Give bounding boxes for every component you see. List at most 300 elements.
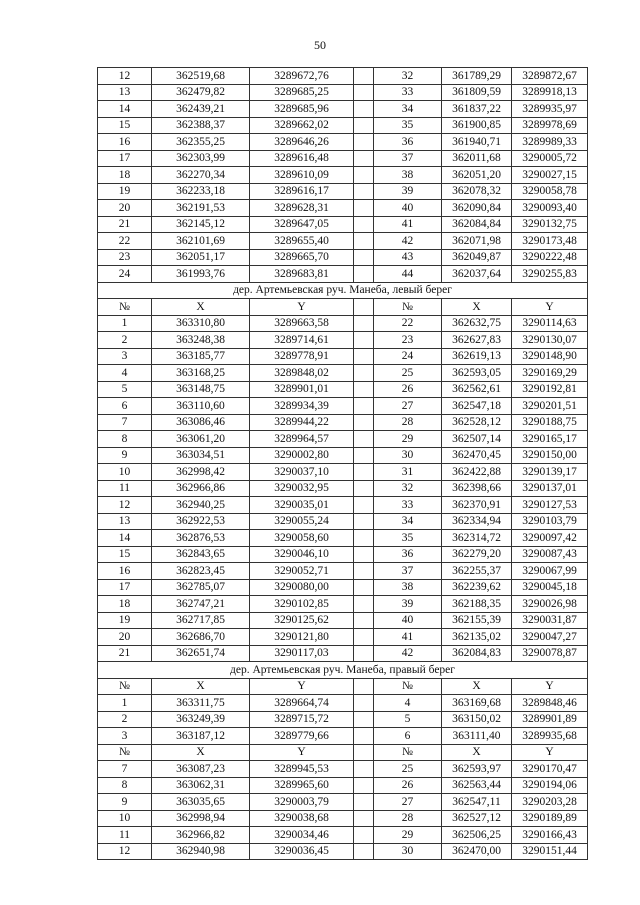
x-coordinate-cell: 363087,23 [152, 761, 250, 778]
x-coordinate-cell: 362422,88 [442, 464, 512, 481]
section-title: дер. Артемьевская руч. Манеба, левый берег [98, 282, 588, 299]
point-number-cell: 27 [374, 794, 442, 811]
point-number-cell: 13 [98, 84, 152, 101]
point-number-cell: 11 [98, 827, 152, 844]
y-coordinate-cell: 3289664,74 [250, 695, 354, 712]
point-number-cell: 36 [374, 546, 442, 563]
y-coordinate-cell: 3289918,13 [512, 84, 588, 101]
x-coordinate-cell: X [152, 678, 250, 695]
spacer-cell [354, 299, 374, 316]
x-coordinate-cell: 363148,75 [152, 381, 250, 398]
x-coordinate-cell: 362279,20 [442, 546, 512, 563]
table-row [98, 183, 588, 200]
x-coordinate-cell: 362101,69 [152, 233, 250, 250]
y-coordinate-cell: 3290055,24 [250, 513, 354, 530]
point-number-cell: 24 [98, 266, 152, 283]
x-coordinate-cell: 363168,25 [152, 365, 250, 382]
spacer-cell [354, 678, 374, 695]
table-row [98, 315, 588, 332]
x-coordinate-cell: 362303,99 [152, 150, 250, 167]
point-number-cell: 27 [374, 398, 442, 415]
table-row [98, 497, 588, 514]
y-coordinate-cell: 3289714,61 [250, 332, 354, 349]
spacer-cell [354, 695, 374, 712]
y-coordinate-cell: 3290121,80 [250, 629, 354, 646]
y-coordinate-cell: 3290103,79 [512, 513, 588, 530]
y-coordinate-cell: 3289655,40 [250, 233, 354, 250]
spacer-cell [354, 612, 374, 629]
y-coordinate-cell: 3289901,01 [250, 381, 354, 398]
y-coordinate-cell: 3289663,58 [250, 315, 354, 332]
y-coordinate-cell: 3289779,66 [250, 728, 354, 745]
x-coordinate-cell: 361993,76 [152, 266, 250, 283]
y-coordinate-cell: 3290036,45 [250, 843, 354, 860]
spacer-cell [354, 563, 374, 580]
table-row [98, 216, 588, 233]
y-coordinate-cell: 3289672,76 [250, 68, 354, 85]
table-row [98, 612, 588, 629]
x-coordinate-cell: 362823,45 [152, 563, 250, 580]
point-number-cell: 22 [374, 315, 442, 332]
x-coordinate-cell: 362071,98 [442, 233, 512, 250]
y-coordinate-cell: 3290166,43 [512, 827, 588, 844]
point-number-cell: 9 [98, 794, 152, 811]
point-number-cell: 32 [374, 480, 442, 497]
y-coordinate-cell: 3289662,02 [250, 117, 354, 134]
y-coordinate-cell: 3290035,01 [250, 497, 354, 514]
spacer-cell [354, 167, 374, 184]
point-number-cell: 14 [98, 530, 152, 547]
spacer-cell [354, 332, 374, 349]
table-row [98, 167, 588, 184]
point-number-cell: 40 [374, 612, 442, 629]
x-coordinate-cell: 362593,05 [442, 365, 512, 382]
point-number-cell: 35 [374, 117, 442, 134]
point-number-cell: 12 [98, 843, 152, 860]
x-coordinate-cell: 362922,53 [152, 513, 250, 530]
point-number-cell: 17 [98, 150, 152, 167]
y-coordinate-cell: 3290087,43 [512, 546, 588, 563]
point-number-cell: 9 [98, 447, 152, 464]
table-row [98, 381, 588, 398]
point-number-cell: 20 [98, 200, 152, 217]
point-number-cell: № [98, 744, 152, 761]
point-number-cell: 25 [374, 365, 442, 382]
point-number-cell: 21 [98, 645, 152, 662]
y-coordinate-cell: 3290137,01 [512, 480, 588, 497]
y-coordinate-cell: 3290038,68 [250, 810, 354, 827]
x-coordinate-cell: 362239,62 [442, 579, 512, 596]
x-coordinate-cell: 363086,46 [152, 414, 250, 431]
point-number-cell: 3 [98, 348, 152, 365]
x-coordinate-cell: 362479,82 [152, 84, 250, 101]
x-coordinate-cell: 362439,21 [152, 101, 250, 118]
spacer-cell [354, 200, 374, 217]
spacer-cell [354, 414, 374, 431]
y-coordinate-cell: 3290139,17 [512, 464, 588, 481]
x-coordinate-cell: 362135,02 [442, 629, 512, 646]
table-row [98, 827, 588, 844]
point-number-cell: 16 [98, 563, 152, 580]
point-number-cell: 7 [98, 761, 152, 778]
spacer-cell [354, 249, 374, 266]
x-coordinate-cell: 362155,39 [442, 612, 512, 629]
y-coordinate-cell: 3289778,91 [250, 348, 354, 365]
point-number-cell: 41 [374, 629, 442, 646]
y-coordinate-cell: 3290058,60 [250, 530, 354, 547]
table-row [98, 563, 588, 580]
spacer-cell [354, 761, 374, 778]
point-number-cell: 17 [98, 579, 152, 596]
x-coordinate-cell: 362966,82 [152, 827, 250, 844]
table-row [98, 810, 588, 827]
x-coordinate-cell: 361940,71 [442, 134, 512, 151]
x-coordinate-cell: 362084,84 [442, 216, 512, 233]
table-row [98, 134, 588, 151]
y-coordinate-cell: 3289944,22 [250, 414, 354, 431]
y-coordinate-cell: 3289848,46 [512, 695, 588, 712]
table-row [98, 299, 588, 316]
section-title-row [98, 282, 588, 299]
y-coordinate-cell: 3290003,79 [250, 794, 354, 811]
y-coordinate-cell: 3289628,31 [250, 200, 354, 217]
point-number-cell: 1 [98, 315, 152, 332]
spacer-cell [354, 464, 374, 481]
table-row [98, 530, 588, 547]
y-coordinate-cell: 3290031,87 [512, 612, 588, 629]
table-row [98, 711, 588, 728]
x-coordinate-cell: 362632,75 [442, 315, 512, 332]
point-number-cell: 42 [374, 645, 442, 662]
y-coordinate-cell: Y [250, 744, 354, 761]
x-coordinate-cell: 362507,14 [442, 431, 512, 448]
y-coordinate-cell: 3290151,44 [512, 843, 588, 860]
y-coordinate-cell: 3289901,89 [512, 711, 588, 728]
x-coordinate-cell: 362843,65 [152, 546, 250, 563]
spacer-cell [354, 68, 374, 85]
point-number-cell: 38 [374, 167, 442, 184]
point-number-cell: 12 [98, 68, 152, 85]
x-coordinate-cell: 362078,32 [442, 183, 512, 200]
table-row [98, 431, 588, 448]
y-coordinate-cell: Y [512, 299, 588, 316]
y-coordinate-cell: 3289665,70 [250, 249, 354, 266]
x-coordinate-cell: 362145,12 [152, 216, 250, 233]
y-coordinate-cell: 3290080,00 [250, 579, 354, 596]
x-coordinate-cell: 362255,37 [442, 563, 512, 580]
point-number-cell: 22 [98, 233, 152, 250]
x-coordinate-cell: 362519,68 [152, 68, 250, 85]
table-row [98, 200, 588, 217]
table-row [98, 233, 588, 250]
x-coordinate-cell: 362084,83 [442, 645, 512, 662]
x-coordinate-cell: 362233,18 [152, 183, 250, 200]
y-coordinate-cell: 3289616,48 [250, 150, 354, 167]
point-number-cell: 14 [98, 101, 152, 118]
point-number-cell: 12 [98, 497, 152, 514]
table-row [98, 447, 588, 464]
spacer-cell [354, 843, 374, 860]
x-coordinate-cell: 362314,72 [442, 530, 512, 547]
x-coordinate-cell: 363169,68 [442, 695, 512, 712]
x-coordinate-cell: 362051,17 [152, 249, 250, 266]
point-number-cell: 10 [98, 464, 152, 481]
x-coordinate-cell: 362651,74 [152, 645, 250, 662]
spacer-cell [354, 711, 374, 728]
page-number: 50 [314, 38, 326, 52]
x-coordinate-cell: 362528,12 [442, 414, 512, 431]
y-coordinate-cell: 3290255,83 [512, 266, 588, 283]
x-coordinate-cell: 362051,20 [442, 167, 512, 184]
x-coordinate-cell: 362966,86 [152, 480, 250, 497]
y-coordinate-cell: 3290189,89 [512, 810, 588, 827]
y-coordinate-cell: 3290047,27 [512, 629, 588, 646]
spacer-cell [354, 150, 374, 167]
x-coordinate-cell: 362563,44 [442, 777, 512, 794]
point-number-cell: 40 [374, 200, 442, 217]
x-coordinate-cell: 362388,37 [152, 117, 250, 134]
table-row [98, 629, 588, 646]
spacer-cell [354, 794, 374, 811]
point-number-cell: 19 [98, 183, 152, 200]
point-number-cell: 18 [98, 596, 152, 613]
point-number-cell: 3 [98, 728, 152, 745]
table-row [98, 596, 588, 613]
x-coordinate-cell: 362527,12 [442, 810, 512, 827]
table-row [98, 579, 588, 596]
spacer-cell [354, 629, 374, 646]
y-coordinate-cell: 3290188,75 [512, 414, 588, 431]
x-coordinate-cell: 363061,20 [152, 431, 250, 448]
y-coordinate-cell: 3289978,69 [512, 117, 588, 134]
y-coordinate-cell: 3289647,05 [250, 216, 354, 233]
spacer-cell [354, 497, 374, 514]
x-coordinate-cell: 362593,97 [442, 761, 512, 778]
table-row [98, 84, 588, 101]
table-row [98, 68, 588, 85]
table-row [98, 464, 588, 481]
y-coordinate-cell: 3290203,28 [512, 794, 588, 811]
point-number-cell: № [98, 678, 152, 695]
table-row [98, 480, 588, 497]
y-coordinate-cell: 3290148,90 [512, 348, 588, 365]
x-coordinate-cell: 362876,53 [152, 530, 250, 547]
spacer-cell [354, 546, 374, 563]
point-number-cell: 4 [374, 695, 442, 712]
y-coordinate-cell: 3289610,09 [250, 167, 354, 184]
x-coordinate-cell: 362940,25 [152, 497, 250, 514]
table-row [98, 348, 588, 365]
table-row [98, 117, 588, 134]
point-number-cell: 36 [374, 134, 442, 151]
x-coordinate-cell: 362270,34 [152, 167, 250, 184]
point-number-cell: 44 [374, 266, 442, 283]
section-title-row [98, 662, 588, 679]
spacer-cell [354, 183, 374, 200]
table-row [98, 546, 588, 563]
point-number-cell: 30 [374, 447, 442, 464]
y-coordinate-cell: 3290032,95 [250, 480, 354, 497]
point-number-cell: № [374, 678, 442, 695]
point-number-cell: 5 [374, 711, 442, 728]
point-number-cell: 23 [98, 249, 152, 266]
y-coordinate-cell: 3290125,62 [250, 612, 354, 629]
y-coordinate-cell: 3289935,68 [512, 728, 588, 745]
y-coordinate-cell: 3290002,80 [250, 447, 354, 464]
point-number-cell: 38 [374, 579, 442, 596]
y-coordinate-cell: 3290192,81 [512, 381, 588, 398]
x-coordinate-cell: 363111,40 [442, 728, 512, 745]
point-number-cell: 1 [98, 695, 152, 712]
point-number-cell: 20 [98, 629, 152, 646]
point-number-cell: 26 [374, 777, 442, 794]
x-coordinate-cell: 363185,77 [152, 348, 250, 365]
x-coordinate-cell: 361789,29 [442, 68, 512, 85]
coordinates-table [97, 67, 588, 860]
spacer-cell [354, 348, 374, 365]
y-coordinate-cell: 3290222,48 [512, 249, 588, 266]
point-number-cell: 6 [374, 728, 442, 745]
spacer-cell [354, 827, 374, 844]
spacer-cell [354, 579, 374, 596]
x-coordinate-cell: 362398,66 [442, 480, 512, 497]
x-coordinate-cell: 362188,35 [442, 596, 512, 613]
point-number-cell: 42 [374, 233, 442, 250]
point-number-cell: 10 [98, 810, 152, 827]
x-coordinate-cell: 362191,53 [152, 200, 250, 217]
x-coordinate-cell: 363062,31 [152, 777, 250, 794]
point-number-cell: 28 [374, 414, 442, 431]
y-coordinate-cell: 3290052,71 [250, 563, 354, 580]
x-coordinate-cell: 362037,64 [442, 266, 512, 283]
point-number-cell: 8 [98, 777, 152, 794]
y-coordinate-cell: 3290067,99 [512, 563, 588, 580]
x-coordinate-cell: 362090,84 [442, 200, 512, 217]
y-coordinate-cell: 3290127,53 [512, 497, 588, 514]
x-coordinate-cell: 362562,61 [442, 381, 512, 398]
section-title: дер. Артемьевская руч. Манеба, правый берег [98, 662, 588, 679]
point-number-cell: 15 [98, 546, 152, 563]
x-coordinate-cell: X [152, 299, 250, 316]
table-row [98, 728, 588, 745]
y-coordinate-cell: 3290169,29 [512, 365, 588, 382]
point-number-cell: 8 [98, 431, 152, 448]
y-coordinate-cell: 3289935,97 [512, 101, 588, 118]
point-number-cell: 15 [98, 117, 152, 134]
y-coordinate-cell: 3290102,85 [250, 596, 354, 613]
point-number-cell: 35 [374, 530, 442, 547]
spacer-cell [354, 101, 374, 118]
y-coordinate-cell: 3290132,75 [512, 216, 588, 233]
table-row [98, 744, 588, 761]
point-number-cell: № [374, 299, 442, 316]
x-coordinate-cell: 363110,60 [152, 398, 250, 415]
y-coordinate-cell: 3290170,47 [512, 761, 588, 778]
spacer-cell [354, 266, 374, 283]
y-coordinate-cell: 3290045,18 [512, 579, 588, 596]
x-coordinate-cell: 362686,70 [152, 629, 250, 646]
point-number-cell: 6 [98, 398, 152, 415]
x-coordinate-cell: 362627,83 [442, 332, 512, 349]
x-coordinate-cell: 363248,38 [152, 332, 250, 349]
table-row [98, 761, 588, 778]
point-number-cell: 2 [98, 711, 152, 728]
y-coordinate-cell: 3289715,72 [250, 711, 354, 728]
spacer-cell [354, 233, 374, 250]
spacer-cell [354, 216, 374, 233]
y-coordinate-cell: 3290026,98 [512, 596, 588, 613]
spacer-cell [354, 810, 374, 827]
table-row [98, 777, 588, 794]
x-coordinate-cell: 363034,51 [152, 447, 250, 464]
x-coordinate-cell: 363150,02 [442, 711, 512, 728]
point-number-cell: 43 [374, 249, 442, 266]
y-coordinate-cell: 3289989,33 [512, 134, 588, 151]
x-coordinate-cell: 362470,45 [442, 447, 512, 464]
y-coordinate-cell: 3290034,46 [250, 827, 354, 844]
spacer-cell [354, 117, 374, 134]
table-row [98, 678, 588, 695]
spacer-cell [354, 777, 374, 794]
x-coordinate-cell: 362049,87 [442, 249, 512, 266]
table-row [98, 150, 588, 167]
x-coordinate-cell: X [152, 744, 250, 761]
point-number-cell: 30 [374, 843, 442, 860]
point-number-cell: 28 [374, 810, 442, 827]
y-coordinate-cell: Y [250, 299, 354, 316]
spacer-cell [354, 480, 374, 497]
spacer-cell [354, 431, 374, 448]
table-row [98, 794, 588, 811]
point-number-cell: 13 [98, 513, 152, 530]
point-number-cell: 39 [374, 183, 442, 200]
table-row [98, 101, 588, 118]
point-number-cell: 24 [374, 348, 442, 365]
y-coordinate-cell: 3290005,72 [512, 150, 588, 167]
point-number-cell: 32 [374, 68, 442, 85]
table-row [98, 365, 588, 382]
x-coordinate-cell: 362355,25 [152, 134, 250, 151]
x-coordinate-cell: 361900,85 [442, 117, 512, 134]
x-coordinate-cell: 362470,00 [442, 843, 512, 860]
y-coordinate-cell: 3289848,02 [250, 365, 354, 382]
y-coordinate-cell: 3290097,42 [512, 530, 588, 547]
x-coordinate-cell: X [442, 678, 512, 695]
spacer-cell [354, 365, 374, 382]
point-number-cell: 21 [98, 216, 152, 233]
spacer-cell [354, 84, 374, 101]
x-coordinate-cell: 362506,25 [442, 827, 512, 844]
point-number-cell: 2 [98, 332, 152, 349]
point-number-cell: 23 [374, 332, 442, 349]
point-number-cell: 31 [374, 464, 442, 481]
point-number-cell: 29 [374, 827, 442, 844]
spacer-cell [354, 728, 374, 745]
spacer-cell [354, 513, 374, 530]
point-number-cell: № [98, 299, 152, 316]
table-row [98, 249, 588, 266]
spacer-cell [354, 645, 374, 662]
y-coordinate-cell: 3290201,51 [512, 398, 588, 415]
y-coordinate-cell: 3290058,78 [512, 183, 588, 200]
x-coordinate-cell: 361809,59 [442, 84, 512, 101]
y-coordinate-cell: 3290194,06 [512, 777, 588, 794]
x-coordinate-cell: 362998,42 [152, 464, 250, 481]
x-coordinate-cell: 362547,18 [442, 398, 512, 415]
x-coordinate-cell: X [442, 744, 512, 761]
y-coordinate-cell: 3289945,53 [250, 761, 354, 778]
table-row [98, 843, 588, 860]
